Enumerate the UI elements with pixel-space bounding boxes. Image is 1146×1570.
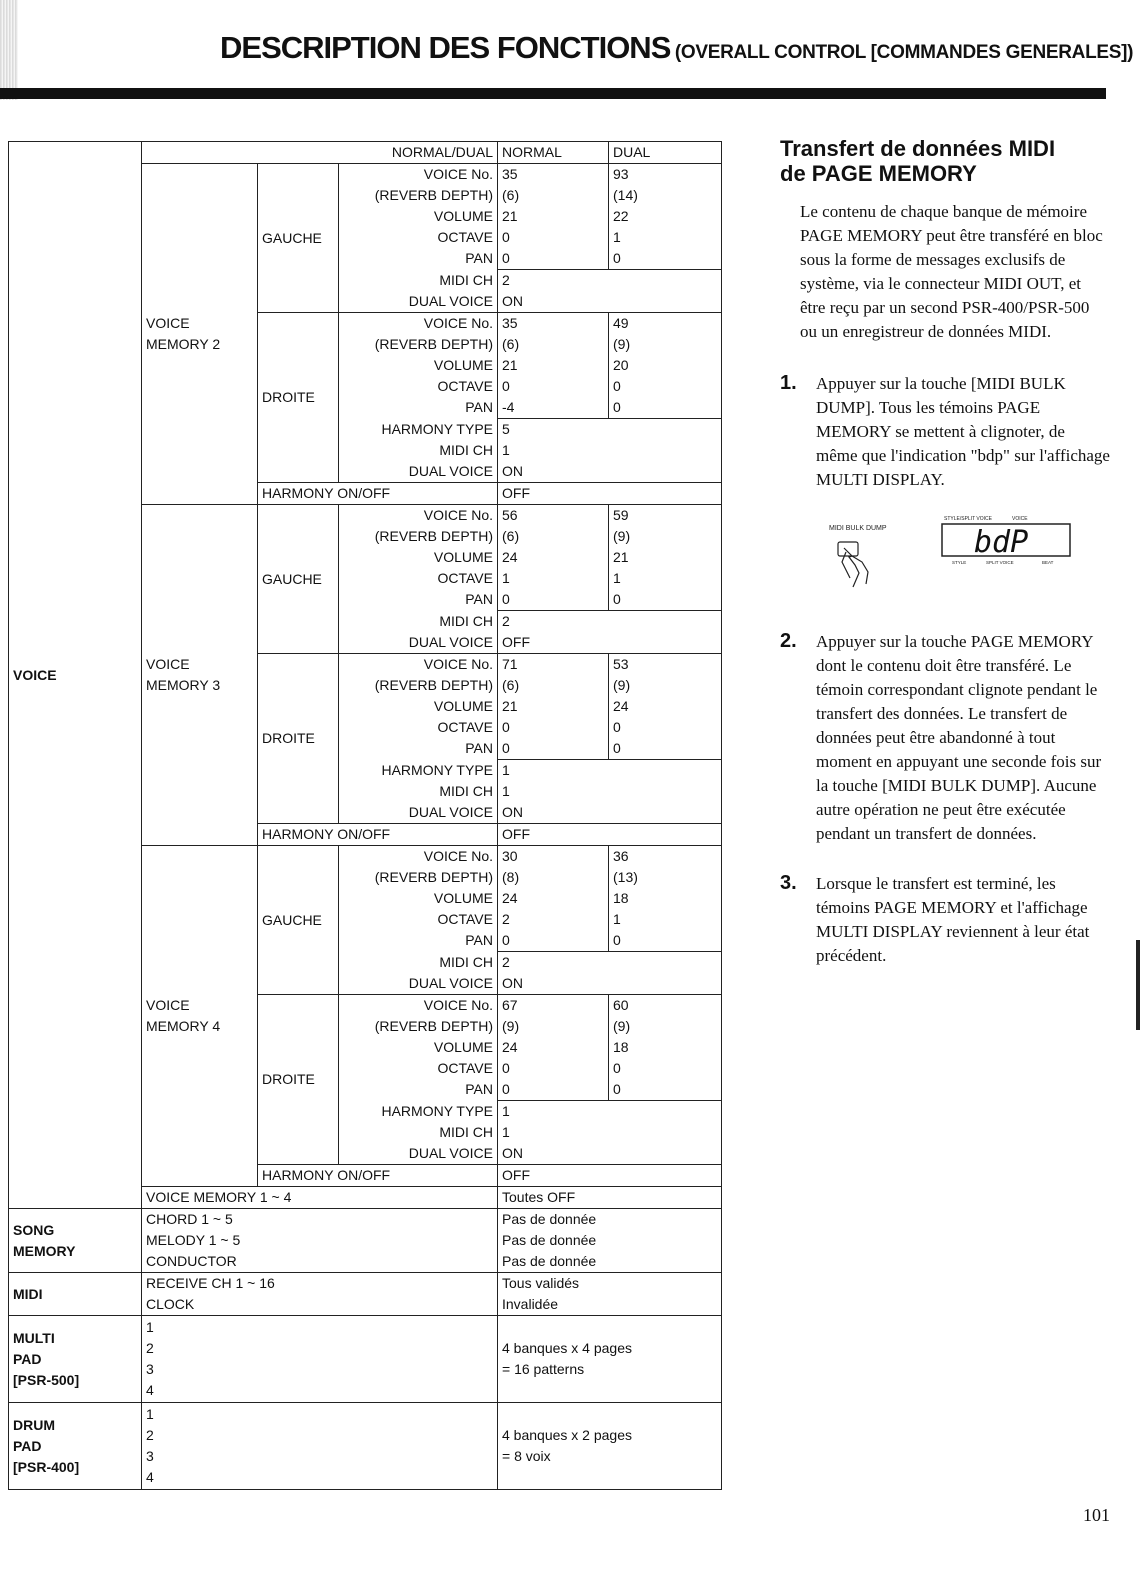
- param-label: OCTAVE: [339, 376, 498, 397]
- value-normal: 0: [498, 930, 609, 952]
- value-span: 2: [498, 611, 722, 633]
- value-normal: 21: [498, 355, 609, 376]
- cell-line: SONG: [13, 1221, 55, 1238]
- drum-pad-items: [142, 1403, 498, 1490]
- param-label: OCTAVE: [339, 227, 498, 248]
- value-normal: 35: [498, 164, 609, 186]
- value-span: ON: [498, 291, 722, 313]
- side-right: DROITE: [258, 995, 339, 1165]
- cell-line: 4: [146, 1469, 154, 1485]
- value-dual: (9): [609, 526, 722, 547]
- value-normal: 2: [498, 909, 609, 930]
- value-span: ON: [498, 802, 722, 824]
- value-span: ON: [498, 461, 722, 483]
- value-span: 1: [498, 440, 722, 461]
- song-row-value: Pas de donnée: [498, 1209, 722, 1231]
- param-label: MIDI CH: [339, 952, 498, 974]
- harmony-onoff-value: OFF: [498, 483, 722, 505]
- param-label: DUAL VOICE: [339, 973, 498, 995]
- bulk-dump-illustration: [824, 512, 1110, 612]
- param-label: MIDI CH: [339, 781, 498, 802]
- param-label: DUAL VOICE: [339, 632, 498, 654]
- cell-line: 4: [146, 1382, 154, 1398]
- step-3-text: Lorsque le transfert est terminé, les témoins PAGE MEMORY et l'affichage MULTI DISPLAY reviennent à leur état précédent.: [816, 874, 1090, 965]
- value-dual: 0: [609, 717, 722, 738]
- param-label: VOLUME: [339, 888, 498, 909]
- harmony-onoff-label: HARMONY ON/OFF: [258, 483, 498, 505]
- harmony-onoff-label: HARMONY ON/OFF: [258, 1165, 498, 1187]
- value-normal: 24: [498, 547, 609, 568]
- value-normal: 35: [498, 313, 609, 335]
- harmony-onoff-value: OFF: [498, 1165, 722, 1187]
- value-normal: 0: [498, 227, 609, 248]
- side-right: DROITE: [258, 654, 339, 824]
- param-label: (REVERB DEPTH): [339, 185, 498, 206]
- category-midi: MIDI: [9, 1273, 142, 1316]
- param-label: MIDI CH: [339, 1122, 498, 1143]
- value-dual: 53: [609, 654, 722, 676]
- value-dual: 1: [609, 909, 722, 930]
- song-row-value: Pas de donnée: [498, 1230, 722, 1251]
- pointing-hand-icon: [838, 542, 868, 587]
- category-drum-pad: [9, 1403, 142, 1490]
- value-normal: 0: [498, 376, 609, 397]
- display-label-top-left: STYLE/SPLIT VOICE: [944, 516, 992, 522]
- cell-line: MEMORY: [13, 1242, 76, 1259]
- value-normal: (6): [498, 185, 609, 206]
- value-dual: 0: [609, 1079, 722, 1101]
- param-label: VOICE No.: [339, 654, 498, 676]
- margin-marker: [1136, 940, 1140, 1030]
- header-title-sub: (OVERALL CONTROL [COMMANDES GENERALES]): [674, 42, 1134, 63]
- value-normal: 0: [498, 248, 609, 270]
- value-normal: 21: [498, 206, 609, 227]
- value-dual: 0: [609, 738, 722, 760]
- value-normal: 0: [498, 1058, 609, 1079]
- cell-line: 3: [146, 1361, 154, 1377]
- bulk-dump-diagram: [824, 512, 1114, 612]
- header-title-main: DESCRIPTION DES FONCTIONS: [220, 30, 671, 65]
- value-dual: 18: [609, 1037, 722, 1058]
- midi-row-value: Tous validés: [498, 1273, 722, 1295]
- param-label: (REVERB DEPTH): [339, 526, 498, 547]
- param-label: VOLUME: [339, 206, 498, 227]
- value-span: 1: [498, 1122, 722, 1143]
- cell-line: MEMORY 3: [146, 677, 221, 693]
- side-left: GAUCHE: [258, 164, 339, 313]
- param-label: PAN: [339, 738, 498, 760]
- param-label: (REVERB DEPTH): [339, 1016, 498, 1037]
- value-span: 1: [498, 1101, 722, 1123]
- category-voice: VOICE: [9, 142, 142, 1209]
- multi-pad-value: [498, 1316, 722, 1403]
- param-label: OCTAVE: [339, 909, 498, 930]
- value-span: ON: [498, 1143, 722, 1165]
- side-left: GAUCHE: [258, 505, 339, 654]
- cell-line: 4 banques x 2 pages: [502, 1427, 632, 1443]
- value-normal: 0: [498, 717, 609, 738]
- param-label: (REVERB DEPTH): [339, 334, 498, 355]
- param-label: VOLUME: [339, 1037, 498, 1058]
- value-dual: (9): [609, 675, 722, 696]
- display-label-top-right: VOICE: [1012, 516, 1028, 522]
- section-title-line-1: Transfert de données MIDI: [780, 136, 1056, 161]
- step-2-text: Appuyer sur la touche PAGE MEMORY dont le contenu doit être transféré. Le témoin correspondant clignote pendant le transfert des données. Le transfert de données peut être abandonné à tout moment en appuyant une seconde fois sur la touche [MIDI BULK DUMP]. Aucune autre opération ne peut être exécutée pendant un transfert de données.: [816, 632, 1102, 843]
- cell-line: 2: [146, 1340, 154, 1356]
- scan-edge: [0, 0, 18, 100]
- song-row-label: CONDUCTOR: [142, 1251, 498, 1273]
- value-span: ON: [498, 973, 722, 995]
- step-2-number: 2.: [780, 630, 797, 652]
- value-normal: 0: [498, 738, 609, 760]
- step-1-number: 1.: [780, 372, 797, 394]
- value-normal: 24: [498, 888, 609, 909]
- step-2: [780, 630, 1110, 846]
- param-label: MIDI CH: [339, 270, 498, 292]
- step-3-number: 3.: [780, 872, 797, 894]
- param-label: DUAL VOICE: [339, 1143, 498, 1165]
- cell-line: DRUM: [13, 1416, 55, 1433]
- step-1-text: Appuyer sur la touche [MIDI BULK DUMP]. Tous les témoins PAGE MEMORY se mettent à clignoter, de même que l'indication "bdp" sur l'affichage MULTI DISPLAY.: [816, 374, 1110, 489]
- category-song-memory: [9, 1209, 142, 1273]
- value-normal: 71: [498, 654, 609, 676]
- value-dual: 0: [609, 397, 722, 419]
- value-normal: (8): [498, 867, 609, 888]
- value-dual: 0: [609, 376, 722, 397]
- cell-line: VOICE: [146, 315, 190, 331]
- param-label: DUAL VOICE: [339, 802, 498, 824]
- value-dual: 22: [609, 206, 722, 227]
- param-label: MIDI CH: [339, 440, 498, 461]
- table-row: [9, 1403, 722, 1490]
- midi-row-label: CLOCK: [142, 1294, 498, 1316]
- value-dual: 0: [609, 930, 722, 952]
- value-normal: 56: [498, 505, 609, 527]
- value-normal: 21: [498, 696, 609, 717]
- voice-memory-2: [142, 164, 258, 505]
- value-span: 2: [498, 270, 722, 292]
- value-normal: (6): [498, 675, 609, 696]
- param-label: VOICE No.: [339, 164, 498, 186]
- value-dual: 1: [609, 568, 722, 589]
- param-label: HARMONY TYPE: [339, 419, 498, 441]
- value-dual: 93: [609, 164, 722, 186]
- cell-line: [PSR-400]: [13, 1458, 80, 1475]
- table-row: [9, 1273, 722, 1295]
- cell-line: PAD: [13, 1350, 42, 1367]
- song-row-value: Pas de donnée: [498, 1251, 722, 1273]
- value-dual: 18: [609, 888, 722, 909]
- header-normal-dual: NORMAL/DUAL: [142, 142, 498, 164]
- value-dual: 36: [609, 846, 722, 868]
- section-title-line-2: de PAGE MEMORY: [780, 161, 977, 186]
- cell-line: PAD: [13, 1437, 42, 1454]
- display-label-style: STYLE: [952, 560, 967, 565]
- side-left: GAUCHE: [258, 846, 339, 995]
- cell-line: VOICE: [146, 997, 190, 1013]
- param-label: VOICE No.: [339, 846, 498, 868]
- param-label: PAN: [339, 930, 498, 952]
- cell-line: MEMORY 2: [146, 336, 221, 352]
- header-dual: DUAL: [609, 142, 722, 164]
- midi-row-value: Invalidée: [498, 1294, 722, 1316]
- value-span: 5: [498, 419, 722, 441]
- value-dual: (9): [609, 334, 722, 355]
- value-dual: (14): [609, 185, 722, 206]
- side-right: DROITE: [258, 313, 339, 483]
- param-label: OCTAVE: [339, 568, 498, 589]
- cell-line: = 8 voix: [502, 1448, 551, 1464]
- harmony-onoff-label: HARMONY ON/OFF: [258, 824, 498, 846]
- value-dual: 1: [609, 227, 722, 248]
- value-dual: 0: [609, 248, 722, 270]
- header-normal: NORMAL: [498, 142, 609, 164]
- voice-memory-3: [142, 505, 258, 846]
- param-label: (REVERB DEPTH): [339, 867, 498, 888]
- harmony-onoff-value: OFF: [498, 824, 722, 846]
- cell-line: = 16 patterns: [502, 1361, 585, 1377]
- midi-row-label: RECEIVE CH 1 ~ 16: [142, 1273, 498, 1295]
- value-span: OFF: [498, 632, 722, 654]
- multi-pad-items: [142, 1316, 498, 1403]
- midi-bulk-dump-label: MIDI BULK DUMP: [829, 525, 887, 532]
- midi-transfer-section: [780, 136, 1110, 968]
- drum-pad-value: [498, 1403, 722, 1490]
- song-row-label: CHORD 1 ~ 5: [142, 1209, 498, 1231]
- step-3: [780, 872, 1110, 968]
- value-dual: (13): [609, 867, 722, 888]
- param-label: VOLUME: [339, 355, 498, 376]
- voice-memory-all-value: Toutes OFF: [498, 1187, 722, 1209]
- value-normal: 24: [498, 1037, 609, 1058]
- value-dual: 0: [609, 1058, 722, 1079]
- value-normal: (9): [498, 1016, 609, 1037]
- param-label: HARMONY TYPE: [339, 760, 498, 782]
- cell-line: MEMORY 4: [146, 1018, 221, 1034]
- param-label: PAN: [339, 589, 498, 611]
- cell-line: MULTI: [13, 1329, 55, 1346]
- value-dual: (9): [609, 1016, 722, 1037]
- param-label: VOICE No.: [339, 505, 498, 527]
- page-number: 101: [1083, 1505, 1110, 1525]
- value-dual: 24: [609, 696, 722, 717]
- category-multi-pad: [9, 1316, 142, 1403]
- param-label: DUAL VOICE: [339, 291, 498, 313]
- param-label: PAN: [339, 397, 498, 419]
- overall-control-table: [8, 141, 722, 1490]
- value-dual: 60: [609, 995, 722, 1017]
- voice-memory-all-label: VOICE MEMORY 1 ~ 4: [142, 1187, 498, 1209]
- value-span: 1: [498, 760, 722, 782]
- cell-line: 2: [146, 1427, 154, 1443]
- value-dual: 59: [609, 505, 722, 527]
- table-row: [9, 1209, 722, 1231]
- param-label: DUAL VOICE: [339, 461, 498, 483]
- section-intro: Le contenu de chaque banque de mémoire PAGE MEMORY peut être transféré en bloc sous la forme de messages exclusifs de système, via le connecteur MIDI OUT, et être reçu par un second PSR-400/PSR-500 ou un enregistreur de données MIDI.: [800, 202, 1103, 341]
- param-label: VOLUME: [339, 696, 498, 717]
- value-span: 1: [498, 781, 722, 802]
- step-1: [780, 372, 1110, 492]
- value-dual: 0: [609, 589, 722, 611]
- voice-memory-4: [142, 846, 258, 1187]
- value-normal: 0: [498, 589, 609, 611]
- value-dual: 21: [609, 547, 722, 568]
- value-normal: (6): [498, 526, 609, 547]
- song-row-label: MELODY 1 ~ 5: [142, 1230, 498, 1251]
- param-label: MIDI CH: [339, 611, 498, 633]
- multi-display-icon: [942, 516, 1070, 565]
- display-readout: bdP: [974, 525, 1029, 560]
- table-row: [9, 1316, 722, 1403]
- param-label: PAN: [339, 1079, 498, 1101]
- value-dual: 20: [609, 355, 722, 376]
- header-rule: [0, 88, 1106, 99]
- param-label: (REVERB DEPTH): [339, 675, 498, 696]
- param-label: OCTAVE: [339, 717, 498, 738]
- table-row: [9, 142, 722, 164]
- value-normal: 1: [498, 568, 609, 589]
- param-label: OCTAVE: [339, 1058, 498, 1079]
- param-label: HARMONY TYPE: [339, 1101, 498, 1123]
- display-label-beat: BEAT: [1042, 560, 1054, 565]
- param-label: PAN: [339, 248, 498, 270]
- cell-line: 4 banques x 4 pages: [502, 1340, 632, 1356]
- value-normal: (6): [498, 334, 609, 355]
- param-label: VOICE No.: [339, 995, 498, 1017]
- value-normal: 67: [498, 995, 609, 1017]
- section-title: [780, 136, 1110, 186]
- display-label-split-voice: SPLIT VOICE: [986, 560, 1014, 565]
- value-span: 2: [498, 952, 722, 974]
- param-label: VOICE No.: [339, 313, 498, 335]
- page-header: [220, 30, 1133, 66]
- value-normal: 30: [498, 846, 609, 868]
- cell-line: [PSR-500]: [13, 1371, 80, 1388]
- param-label: VOLUME: [339, 547, 498, 568]
- cell-line: VOICE: [146, 656, 190, 672]
- cell-line: 1: [146, 1406, 154, 1422]
- cell-line: 3: [146, 1448, 154, 1464]
- cell-line: 1: [146, 1319, 154, 1335]
- value-normal: -4: [498, 397, 609, 419]
- value-dual: 49: [609, 313, 722, 335]
- value-normal: 0: [498, 1079, 609, 1101]
